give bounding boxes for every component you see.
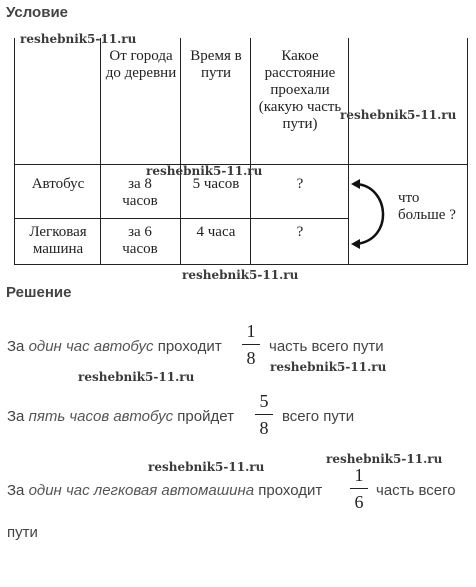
fraction-denominator: 8 (259, 418, 269, 438)
line1-pre: За (7, 338, 29, 355)
line1-italic: один час автобус (28, 338, 154, 355)
watermark: reshebnik5-11.ru (182, 268, 299, 282)
condition-heading: Условие (6, 4, 69, 21)
fraction-bar (255, 414, 273, 415)
line3-post: часть всего (376, 482, 456, 499)
solution-heading: Решение (6, 284, 72, 301)
table-col-divider (180, 38, 181, 265)
compare-arrow-icon (350, 174, 400, 254)
solution-line-1 (7, 338, 222, 355)
line3-mid: проходит (254, 482, 323, 499)
fraction-numerator: 1 (354, 465, 364, 485)
line3-post2: пути (7, 524, 38, 541)
header-distance-part: Какое расстояние проехали (какую часть пути) (258, 48, 342, 132)
watermark: reshebnik5-11.ru (20, 32, 137, 46)
line1-post: часть всего пути (269, 338, 384, 355)
table-row-divider (14, 218, 349, 219)
line2-post: всего пути (282, 408, 355, 425)
watermark: reshebnik5-11.ru (148, 460, 265, 474)
solution-line-2 (7, 408, 234, 425)
table-col-divider (250, 38, 251, 265)
problem-table (14, 32, 468, 265)
watermark: reshebnik5-11.ru (270, 360, 387, 374)
fraction-denominator: 6 (354, 492, 364, 512)
table-col-divider (100, 38, 101, 265)
table-bottom-border (14, 264, 468, 265)
watermark: reshebnik5-11.ru (146, 164, 263, 178)
fraction-five-eighths (255, 390, 273, 439)
row-bus-time: 5 часов (192, 176, 240, 192)
fraction-numerator: 1 (246, 321, 256, 341)
fraction-bar (350, 488, 368, 489)
watermark: reshebnik5-11.ru (340, 108, 457, 122)
fraction-one-eighth (242, 320, 260, 369)
row-car-time: 4 часа (196, 224, 236, 240)
line3-pre: За (7, 482, 29, 499)
table-col-divider (348, 38, 349, 265)
row-bus-name: Автобус (31, 176, 85, 192)
row-bus-part: ? (296, 176, 304, 192)
row-bus-distance: за 8 часов (122, 176, 158, 209)
fraction-numerator: 5 (259, 391, 269, 411)
line2-italic: пять часов автобус (28, 408, 174, 425)
header-travel-time: Время в пути (190, 48, 242, 81)
solution-line-3 (7, 482, 322, 499)
fraction-denominator: 8 (246, 348, 256, 368)
line3-italic: один час легковая автомашина (28, 482, 255, 499)
row-car-distance: за 6 часов (122, 224, 158, 257)
fraction-bar (242, 344, 260, 345)
fraction-one-sixth (350, 464, 368, 513)
row-car-part: ? (296, 224, 304, 240)
watermark: reshebnik5-11.ru (326, 452, 443, 466)
line2-mid: пройдет (173, 408, 234, 425)
header-from-city: От города до деревни (105, 48, 177, 81)
line2-pre: За (7, 408, 29, 425)
table-right-border (467, 38, 468, 265)
compare-note: что больше ? (398, 190, 456, 223)
row-car-name: Легковая машина (29, 224, 87, 257)
table-left-border (14, 38, 15, 265)
line1-mid: проходит (153, 338, 222, 355)
watermark: reshebnik5-11.ru (78, 370, 195, 384)
